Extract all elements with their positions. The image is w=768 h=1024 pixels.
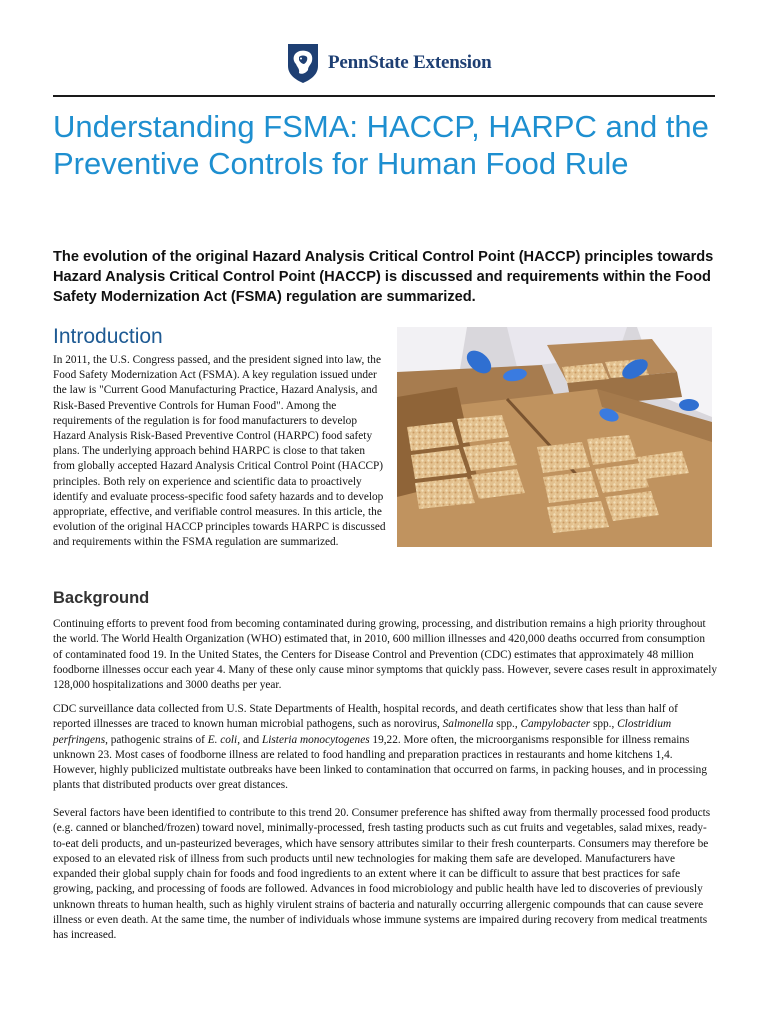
nittany-lion-shield-icon [286,42,320,84]
lede-summary: The evolution of the original Hazard Analysis Critical Control Point (HACCP) principles towards Hazard Analysis Critical Control Point (HACCP) is discussed and requirements within the Food Safety Modernization Act (FSMA) regulation are summarized. [53,249,714,305]
food-packing-photo [397,327,712,547]
introduction-paragraph: In 2011, the U.S. Congress passed, and the president signed into law, the Food Safety Modernization Act (FSMA). A key regulation issued under the law is "Current Good Manufacturing Practice, Hazard Analysis, and Risk-Based Preventive Controls for Human Food". Among the requirements of the regulation is for food manufacturers to develop Hazard Analysis Risk-Based Preventive Control (HARPC) food safety plans. The underlying approach behind HARPC is close to that taken from globally accepted Hazard Analysis Critical Control Point (HACCP) principles. Both rely on experience and scientific data to proactively identify and evaluate process-specific food safety hazards and to develop appropriate, effective, and verifiable control measures. In this article, the evolution of the original HACCP principles towards HARPC is discussed and requirements within the FSMA regulation are summarized. [53,354,386,549]
background-paragraph-3: Several factors have been identified to contribute to this trend 20. Consumer preference has shifted away from thermally processed food products (e.g. canned or blanched/frozen) toward novel, minimally-processed, fresh tasting products such as cut fruits and vegetables, salad mixes, ready-to-eat deli products, and un-pasteurized beverages, which have sensory attributes similar to their fresh counterparts. Consumers may therefore be exposed to an elevated risk of illness from such products until new technologies for making them safe are developed. Manufacturers have expanded their global supply chain for foods and food ingredients to an extent where it can be difficult to assure that best practices for safe growing, packing, and processing of foods are followed. Advances in food microbiology and public health have led to discoveries of previously unknown threats to human health, such as highly virulent strains of bacteria and naturally occurring allergenic compounds that can cause severe illness or even death. At the same time, the number of individuals whose immune systems are impaired during recovery from medical treatments has increased. [53,807,711,942]
header [286,40,492,86]
background-paragraph-1: Continuing efforts to prevent food from becoming contaminated during growing, processing, and distribution remains a high priority throughout the world. The World Health Organization (WHO) estimated that, in 2010, 600 million illnesses and 420,000 deaths occurred from consumption of contaminated food 19. In the United States, the Centers for Disease Control and Prevention (CDC) estimates that approximately 48 million foodborne illnesses occur each year 4. Many of these only cause minor symptoms that quickly pass. However, severe cases result in approximately 128,000 hospitalizations and 3000 deaths per year. [53,618,717,692]
page-title: Understanding FSMA: HACCP, HARPC and the Preventive Controls for Human Food Rule [53,109,709,181]
brand-name: PennState Extension [328,52,492,73]
background-heading: Background [53,589,150,607]
background-paragraph-2: CDC surveillance data collected from U.S. State Departments of Health, hospital records, and death certificates show that less than half of reported illnesses are traced to known human microbial pathogens, such as norovirus, Salmonella spp., Campylobacter spp., Clostridium perfringens, pathogenic strains of E. coli, and Listeria monocytogenes 19,22. More often, the microorganisms responsible for illness remains unknown 23. Most cases of foodborne illness are related to food handling and preparation practices in restaurants and home kitchens 1,4. However, highly publicized multistate outbreaks have been linked to contamination that occurred on farms, in packing houses, and in processing plants that distributed products over great distances. [53,703,707,792]
header-divider [53,95,715,97]
introduction-heading: Introduction [53,325,163,348]
